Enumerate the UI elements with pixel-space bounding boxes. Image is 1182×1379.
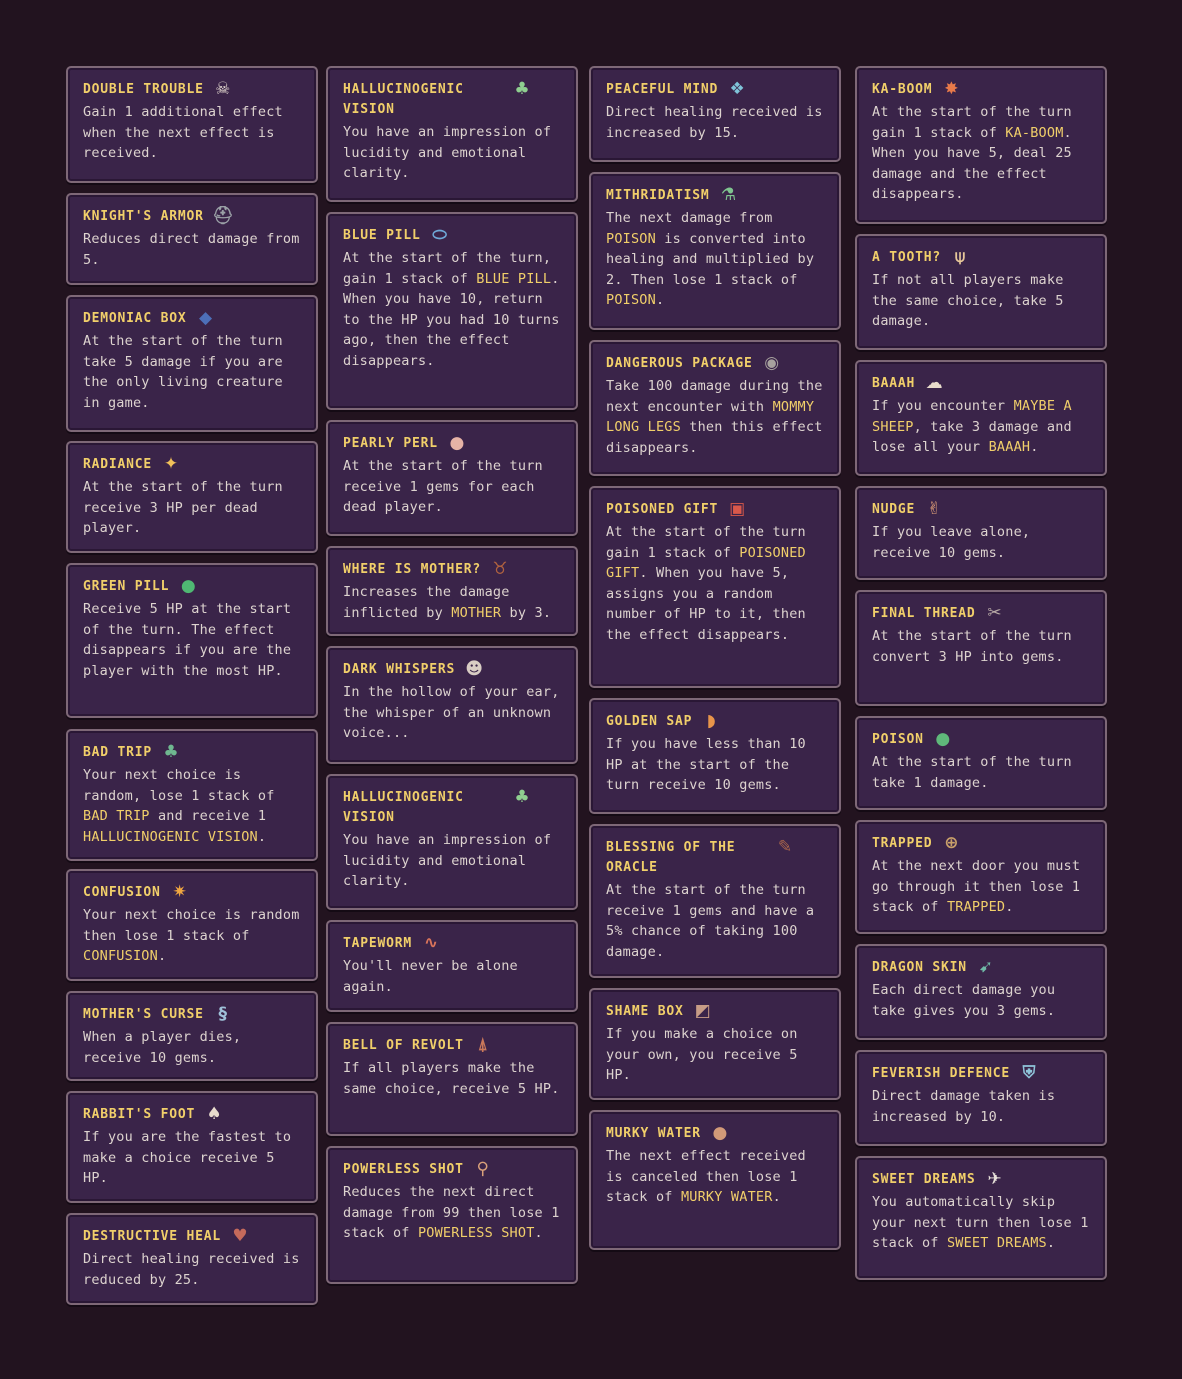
effect-keyword: HALLUCINOGENIC VISION	[83, 828, 258, 845]
gift-icon: ▣	[729, 499, 746, 519]
rabbit-foot-icon: ♠	[206, 1104, 222, 1124]
effect-text: Your next choice is random, lose 1 stack of	[83, 767, 275, 804]
effect-text: If you are the fastest to make a choice receive 5 HP.	[83, 1129, 292, 1186]
effect-title: DARK WHISPERS	[343, 662, 456, 677]
effect-card[interactable]	[66, 729, 318, 861]
effect-text: Take 100 damage during the next encounter with	[606, 378, 823, 415]
effect-card[interactable]	[589, 340, 841, 476]
effect-title: MURKY WATER	[606, 1126, 701, 1141]
effect-description	[606, 522, 825, 645]
effect-card[interactable]	[589, 1110, 841, 1250]
effect-card[interactable]	[855, 716, 1107, 810]
effect-description	[872, 626, 1091, 667]
effect-title: A TOOTH?	[872, 250, 942, 265]
effect-description	[343, 682, 562, 744]
package-icon: ◉	[764, 353, 780, 373]
effect-card-header	[83, 80, 302, 100]
effect-card-header	[343, 560, 562, 580]
effect-keyword: POISONED GIFT	[606, 544, 806, 581]
bird-icon: ❖	[729, 79, 745, 99]
padlock-icon: ⊕	[944, 833, 959, 853]
effect-title: POISON	[872, 732, 924, 747]
effect-title: BLUE PILL	[343, 228, 421, 243]
effect-title: DANGEROUS PACKAGE	[606, 356, 753, 371]
effect-text: At the start of the turn take 1 damage.	[872, 754, 1072, 791]
effect-title: WHERE IS MOTHER?	[343, 562, 482, 577]
effect-text: .	[1005, 899, 1014, 915]
effect-card[interactable]	[855, 360, 1107, 476]
effect-card-header	[872, 500, 1091, 520]
effect-description	[343, 1182, 562, 1244]
effect-title: BAAAH	[872, 376, 916, 391]
effect-title: SHAME BOX	[606, 1004, 684, 1019]
effect-text: You have an impression of lucidity and emotional clarity.	[343, 832, 552, 889]
effect-card-header	[343, 660, 562, 680]
effect-card[interactable]	[326, 1022, 578, 1136]
effect-card[interactable]	[589, 66, 841, 162]
effect-card-header	[83, 207, 302, 227]
effect-card-header	[606, 500, 825, 520]
effect-card[interactable]	[855, 1156, 1107, 1280]
wand-icon: ⚲	[476, 1159, 489, 1179]
effect-description	[872, 1192, 1091, 1254]
effect-card-header	[83, 743, 302, 763]
sap-drop-icon: ◗	[706, 711, 716, 731]
effect-card[interactable]	[855, 486, 1107, 580]
effect-card-header	[872, 80, 1091, 100]
effect-card[interactable]	[326, 774, 578, 910]
effect-description	[343, 956, 562, 997]
effect-text: .	[1030, 439, 1039, 455]
effect-keyword: BAD TRIP	[83, 808, 150, 824]
effect-card-header	[872, 1064, 1091, 1084]
effect-title: BLESSING OF THE ORACLE	[606, 840, 736, 875]
effect-card-header	[606, 712, 825, 732]
effect-title: GOLDEN SAP	[606, 714, 693, 729]
effect-title: BAD TRIP	[83, 745, 153, 760]
effect-text: At the start of the turn receive 3 HP per dead player.	[83, 479, 283, 536]
effect-card[interactable]	[66, 991, 318, 1081]
effect-description	[606, 1146, 825, 1208]
thread-icon: ✂	[987, 603, 1002, 623]
poison-orb-icon: ●	[935, 729, 951, 749]
effect-description	[872, 752, 1091, 793]
effect-text: and receive 1	[149, 808, 267, 824]
horned-mask-icon: ♉	[492, 559, 508, 579]
effect-description	[872, 270, 1091, 332]
effect-text: . When you have 5, deal 25 damage and the effect disappears.	[872, 124, 1072, 202]
effect-description	[343, 122, 562, 184]
effect-card-header	[83, 1227, 302, 1247]
effect-keyword: MURKY WATER	[680, 1189, 773, 1205]
effect-card[interactable]	[66, 1213, 318, 1305]
effect-description	[872, 980, 1091, 1021]
spiral-curse-icon: §	[218, 1004, 228, 1024]
effect-text: You have an impression of lucidity and emotional clarity.	[343, 124, 552, 181]
effect-description	[872, 1086, 1091, 1127]
effect-card-header	[343, 226, 562, 246]
worm-icon: ∿	[423, 933, 439, 953]
effect-description	[606, 376, 825, 458]
effect-card-header	[606, 354, 825, 374]
effect-text: Increases the damage inflicted by	[343, 584, 510, 621]
effect-text: Reduces direct damage from 5.	[83, 231, 300, 268]
effect-description	[83, 1249, 302, 1290]
effect-card[interactable]	[66, 563, 318, 718]
mushroom-icon: ♣	[514, 787, 530, 807]
effect-text: then this effect disappears.	[606, 419, 823, 456]
effect-title: DEMONIAC BOX	[83, 311, 187, 326]
effect-description	[343, 582, 562, 623]
effect-card[interactable]	[326, 66, 578, 202]
effect-description	[606, 208, 825, 311]
effect-card-header	[343, 80, 562, 120]
shame-box-icon: ◩	[694, 1001, 711, 1021]
effect-keyword: TRAPPED	[946, 899, 1006, 915]
effect-text: At the start of the turn gain 1 stack of	[872, 104, 1072, 141]
effect-title: GREEN PILL	[83, 579, 170, 594]
effect-text: Gain 1 additional effect when the next effect is received.	[83, 104, 283, 161]
effect-title: DESTRUCTIVE HEAL	[83, 1229, 222, 1244]
effect-card[interactable]	[326, 920, 578, 1012]
effect-description	[872, 396, 1091, 458]
effect-text: If you leave alone, receive 10 gems.	[872, 524, 1031, 561]
effect-card[interactable]	[855, 1050, 1107, 1146]
effect-card-header	[872, 958, 1091, 978]
effect-card-header	[872, 1170, 1091, 1190]
effect-text: At the start of the turn gain 1 stack of	[606, 524, 806, 561]
effect-card-header	[343, 1036, 562, 1056]
effect-text: Receive 5 HP at the start of the turn. The effect disappears if you are the player with the most HP.	[83, 601, 292, 679]
effect-card[interactable]	[66, 66, 318, 183]
effect-text: If you encounter	[872, 398, 1014, 414]
effect-title: MITHRIDATISM	[606, 188, 710, 203]
effect-card-header	[83, 1105, 302, 1125]
confusion-star-icon: ✷	[172, 882, 187, 902]
effect-description	[83, 1027, 302, 1068]
effect-card[interactable]	[589, 824, 841, 978]
effect-card[interactable]	[326, 646, 578, 764]
effect-text: The next effect received is canceled then lose 1 stack of	[606, 1148, 806, 1205]
effect-card[interactable]	[855, 820, 1107, 934]
effect-keyword: MAYBE A SHEEP	[872, 398, 1072, 435]
effect-text: At the start of the turn take 5 damage if you are the only living creature in game.	[83, 333, 283, 411]
effect-card-header	[872, 604, 1091, 624]
effect-card[interactable]	[589, 988, 841, 1100]
feather-icon: ✎	[777, 837, 793, 857]
tooth-icon: ⍦	[954, 247, 966, 267]
effect-description	[606, 102, 825, 143]
effect-card[interactable]	[66, 441, 318, 553]
effect-description	[606, 734, 825, 796]
effect-description	[606, 1024, 825, 1086]
effect-description	[343, 456, 562, 518]
effect-card[interactable]	[66, 1091, 318, 1203]
effect-text: If you make a choice on your own, you receive 5 HP.	[606, 1026, 798, 1083]
effect-text: , take 3 damage and lose all your	[872, 418, 1072, 455]
effect-description	[343, 830, 562, 892]
effect-text: If all players make the same choice, receive 5 HP.	[343, 1060, 560, 1097]
effect-description	[872, 102, 1091, 205]
effect-text: At the start of the turn receive 1 gems and have a 5% chance of taking 100 damage.	[606, 882, 815, 960]
effect-card-header	[872, 374, 1091, 394]
effect-text: Direct healing received is reduced by 25.	[83, 1251, 300, 1288]
effect-text: .	[534, 1225, 543, 1241]
effect-text: .	[655, 292, 665, 308]
effect-card[interactable]	[589, 486, 841, 688]
effect-title: FEVERISH DEFENCE	[872, 1066, 1011, 1081]
effect-title: DOUBLE TROUBLE	[83, 82, 204, 97]
effect-card-header	[606, 186, 825, 206]
effect-card-header	[872, 834, 1091, 854]
effect-keyword: CONFUSION	[83, 948, 158, 964]
skull-mask-icon: ☠	[215, 79, 231, 99]
potion-flask-icon: ⚗	[720, 185, 737, 205]
effect-card-header	[343, 434, 562, 454]
effect-text: If you have less than 10 HP at the start of the turn receive 10 gems.	[606, 736, 806, 793]
effect-card-header	[83, 309, 302, 329]
effect-description	[83, 599, 302, 681]
effect-card-header	[83, 1005, 302, 1025]
effect-title: HALLUCINOGENIC VISION	[343, 82, 464, 117]
effect-text: Direct healing received is increased by 15.	[606, 104, 823, 141]
effect-card-header	[606, 1124, 825, 1144]
effect-text: .	[157, 948, 167, 964]
effect-title: PEARLY PERL	[343, 436, 438, 451]
effect-card-header	[606, 80, 825, 100]
effect-card[interactable]	[855, 590, 1107, 706]
effect-description	[606, 880, 825, 962]
effect-text: .	[1046, 1235, 1056, 1251]
thumbs-up-icon: ✌	[927, 499, 942, 519]
effect-card[interactable]	[326, 1146, 578, 1284]
effect-text: . When you have 5, assigns you a random number of HP to it, then the effect disappears.	[606, 565, 806, 643]
effect-text: At the start of the turn, gain 1 stack of	[343, 250, 552, 287]
effect-text: At the start of the turn convert 3 HP into gems.	[872, 628, 1072, 665]
effect-title: FINAL THREAD	[872, 606, 976, 621]
effect-card[interactable]	[855, 66, 1107, 224]
effect-text: You'll never be alone again.	[343, 958, 518, 995]
mushroom-icon: ♣	[514, 79, 530, 99]
effect-card[interactable]	[855, 944, 1107, 1040]
effect-card-header	[343, 1160, 562, 1180]
effect-text: by 3.	[501, 604, 552, 621]
whisper-skull-icon: ☻	[465, 659, 484, 679]
effect-text: Each direct damage you take gives you 3 gems.	[872, 982, 1056, 1019]
dragon-scale-icon: ➹	[978, 957, 994, 977]
effect-keyword: BAAAH	[988, 439, 1031, 455]
effect-text: . When you have 10, return to the HP you had 10 turns ago, then the effect disappears.	[343, 270, 560, 369]
effect-text: The next damage from	[606, 210, 773, 226]
effect-text: You automatically skip your next turn then lose 1 stack of	[872, 1194, 1089, 1251]
water-orb-icon: ●	[712, 1123, 728, 1143]
effect-text: Direct damage taken is increased by 10.	[872, 1088, 1056, 1125]
effect-keyword: SWEET DREAMS	[946, 1235, 1047, 1251]
effect-card-header	[606, 1002, 825, 1022]
effect-description	[343, 248, 562, 371]
effect-keyword: POWERLESS SHOT	[417, 1225, 535, 1241]
effect-card[interactable]	[326, 420, 578, 536]
effect-description	[83, 1127, 302, 1189]
effect-card[interactable]	[326, 546, 578, 636]
effect-card[interactable]	[66, 193, 318, 285]
mushroom-icon: ♣	[163, 742, 179, 762]
effect-title: KA-BOOM	[872, 82, 933, 97]
effect-title: DRAGON SKIN	[872, 960, 967, 975]
effect-title: TRAPPED	[872, 836, 933, 851]
effect-title: RADIANCE	[83, 457, 153, 472]
effect-keyword: MOTHER	[451, 604, 502, 621]
effect-keyword: POISON	[606, 292, 656, 308]
green-pill-icon: ●	[180, 576, 196, 596]
effect-title: CONFUSION	[83, 885, 161, 900]
dove-icon: ✈	[987, 1169, 1002, 1189]
effect-text: In the hollow of your ear, the whisper of an unknown voice...	[343, 684, 560, 741]
effect-title: TAPEWORM	[343, 936, 413, 951]
effect-description	[83, 102, 302, 164]
effect-keyword: POISON	[606, 230, 656, 247]
knight-helmet-icon: ⛑	[211, 206, 234, 226]
effect-description	[83, 331, 302, 413]
blue-pill-icon: ⬭	[432, 225, 447, 245]
effect-description	[83, 765, 302, 847]
effect-card-header	[83, 883, 302, 903]
effect-card-header	[83, 577, 302, 597]
effect-title: RABBIT'S FOOT	[83, 1107, 196, 1122]
effect-title: HALLUCINOGENIC VISION	[343, 790, 464, 825]
effect-description	[872, 522, 1091, 563]
effect-title: MOTHER'S CURSE	[83, 1007, 204, 1022]
effect-card-header	[606, 838, 825, 878]
sheep-icon: ☁	[925, 373, 943, 393]
sparkle-icon: ✦	[163, 454, 179, 474]
effect-text: .	[772, 1189, 781, 1205]
effect-text: Reduces the next direct damage from 99 then lose 1 stack of	[343, 1184, 560, 1241]
effect-keyword: KA-BOOM	[1005, 124, 1064, 141]
effect-title: NUDGE	[872, 502, 916, 517]
effect-card[interactable]	[589, 698, 841, 814]
heal-potion-icon: ♥	[232, 1226, 248, 1246]
effect-description	[83, 229, 302, 270]
effect-text: When a player dies, receive 10 gems.	[83, 1029, 242, 1066]
effect-card[interactable]	[589, 172, 841, 330]
effect-text: At the start of the turn receive 1 gems for each dead player.	[343, 458, 543, 515]
effect-title: POWERLESS SHOT	[343, 1162, 464, 1177]
effect-card-header	[83, 455, 302, 475]
effect-title: KNIGHT'S ARMOR	[83, 209, 204, 224]
effect-card[interactable]	[855, 234, 1107, 350]
effect-card-header	[343, 788, 562, 828]
bell-icon: ⍋	[477, 1035, 488, 1055]
effect-text: At the next door you must go through it then lose 1 stack of	[872, 858, 1081, 915]
explosion-icon: ✸	[944, 79, 959, 99]
effect-description	[343, 1058, 562, 1099]
effect-card-header	[872, 248, 1091, 268]
effect-card-header	[343, 934, 562, 954]
effect-description	[83, 477, 302, 539]
effect-description	[872, 856, 1091, 918]
effect-description	[83, 905, 302, 967]
effect-text: If not all players make the same choice, take 5 damage.	[872, 272, 1064, 329]
effect-card[interactable]	[66, 295, 318, 432]
effect-card[interactable]	[66, 869, 318, 981]
shield-icon: ⛨	[1022, 1063, 1036, 1083]
effect-title: SWEET DREAMS	[872, 1172, 976, 1187]
pearl-icon: ●	[449, 433, 465, 453]
effect-text: Your next choice is random then lose 1 stack of	[83, 907, 300, 944]
effect-title: BELL OF REVOLT	[343, 1038, 464, 1053]
effect-title: PEACEFUL MIND	[606, 82, 719, 97]
effect-text: .	[257, 828, 267, 845]
effect-card-header	[872, 730, 1091, 750]
demon-box-icon: ◆	[198, 308, 213, 328]
effect-card[interactable]	[326, 212, 578, 410]
effect-keyword: MOMMY LONG LEGS	[606, 398, 815, 435]
effect-text: is converted into healing and multiplied by 2. Then lose 1 stack of	[606, 230, 815, 288]
effect-title: POISONED GIFT	[606, 502, 719, 517]
effect-keyword: BLUE PILL	[476, 270, 552, 287]
